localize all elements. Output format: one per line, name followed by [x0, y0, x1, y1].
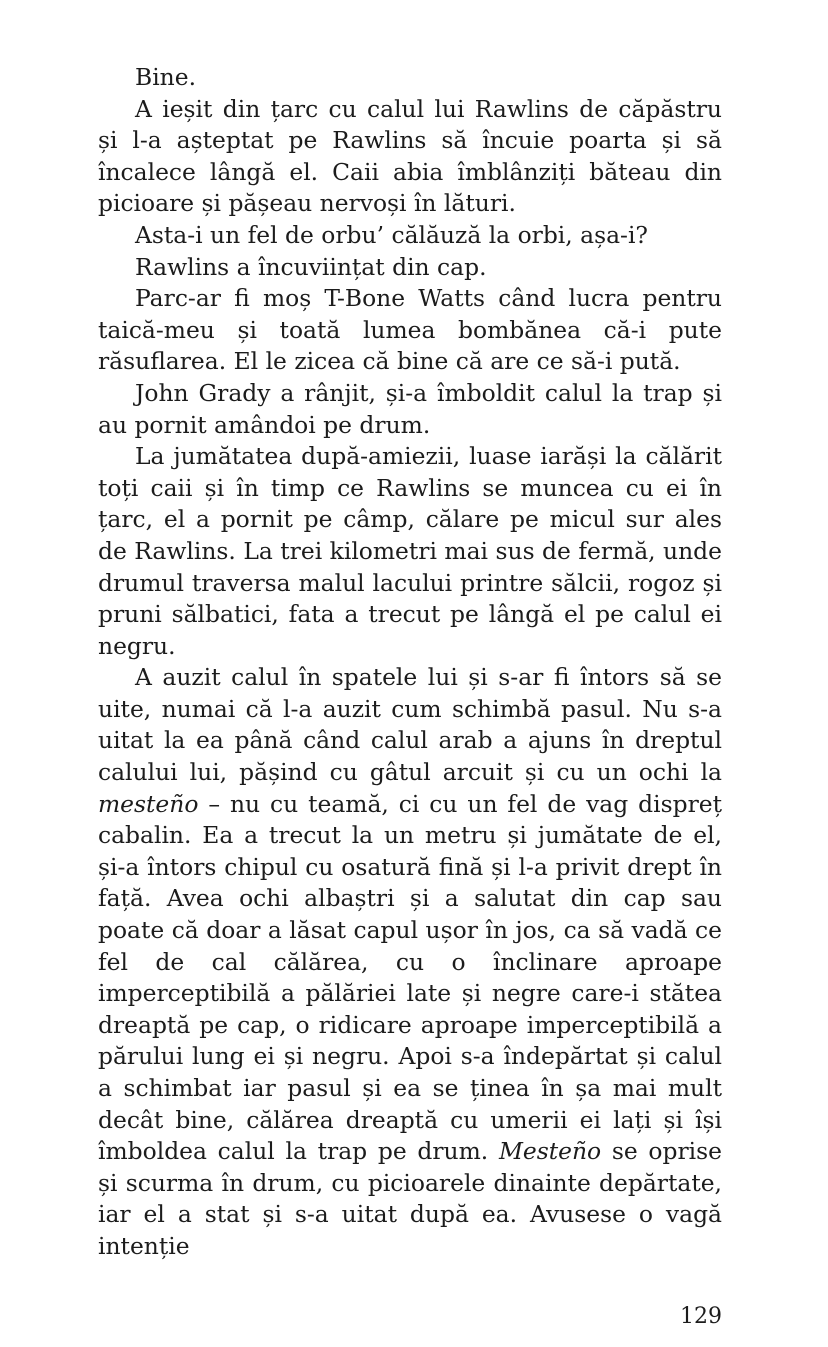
- paragraph: Rawlins a încuviințat din cap.: [135, 252, 487, 281]
- paragraph: La jumătatea după-amiezii, luase iarăși la călărit toți caii și în timp ce Rawlins se muncea cu ei în țarc, el a pornit pe câmp, călare pe micul sur ales de Rawlins. La trei kilometri mai sus de fermă, unde drumul traversa malul lacului printre sălcii, rogoz și pruni sălbatici, fata a trecut pe lângă el pe calul ei negru.: [98, 442, 722, 660]
- paragraph: Bine.: [135, 63, 197, 91]
- paragraph: Asta-i un fel de orbu’ călăuză la orbi, așa-i?: [135, 220, 648, 249]
- text-run: se oprise și scurma în drum, cu picioarele dinainte depărtate, iar el a stat și s-a uitat după ea. Avusese o vagă intenție: [98, 1137, 722, 1260]
- page-number: 129: [680, 1304, 722, 1329]
- page-body: [98, 62, 722, 1263]
- text-run: A auzit calul în spatele lui și s-ar fi întors să se uite, numai că l-a auzit cum schimbă pasul. Nu s-a uitat la ea până când calul arab a ajuns în dreptul calului lui, pășind cu gâtul arcuit și cu un ochi la: [98, 663, 722, 787]
- paragraph: John Grady a rânjit, și-a îmboldit calul la trap și au pornit amândoi pe drum.: [98, 378, 722, 439]
- paragraph: A ieșit din țarc cu calul lui Rawlins de căpăstru și l-a așteptat pe Rawlins să încuie poarta și să încalece lângă el. Caii abia îmblânziți băteau din picioare și pășeau nervoși în lături.: [98, 94, 722, 218]
- paragraph: Parc-ar fi moș T-Bone Watts când lucra pentru taică-meu și toată lumea bombănea că-i pute răsuflarea. El le zicea că bine că are ce să-i pută.: [98, 284, 722, 376]
- italic-word: Mesteño: [498, 1137, 602, 1166]
- italic-word: mesteño: [98, 789, 199, 818]
- text-run: – nu cu teamă, ci cu un fel de vag dispreț cabalin. Ea a trecut la un metru și jumătate de el, și-a întors chipul cu osatură fină și l-a privit drept în față. Avea ochi albaștri și a salutat din cap sau poate că doar a lăsat capul ușor în jos, ca să vadă ce fel de cal călărea, cu o înclinare aproape imperceptibilă a pălăriei late și negre care-i stătea dreaptă pe cap, o ridicare aproape imperceptibilă a părului lung ei și negru. Apoi s-a îndepărtat și calul a schimbat iar pasul și ea se ținea în șa mai mult decât bine, călărea dreaptă cu umerii ei lați și își îmboldea calul la trap pe drum.: [98, 789, 722, 1166]
- paragraph: [98, 662, 722, 1262]
